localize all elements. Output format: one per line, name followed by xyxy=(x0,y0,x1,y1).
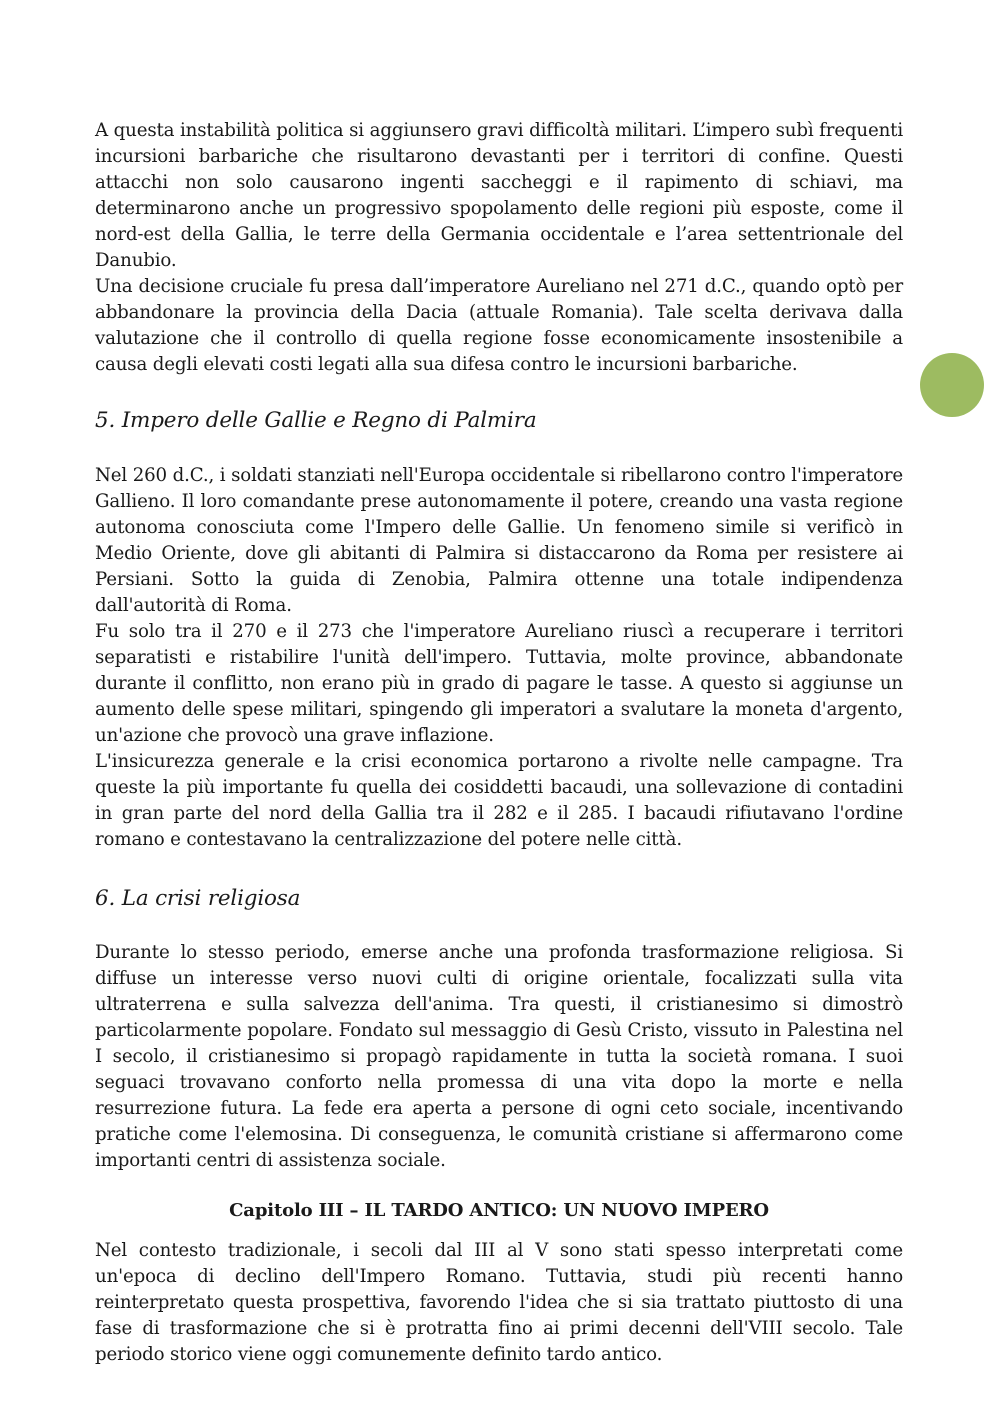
document-page xyxy=(95,118,903,1368)
chapter-title: Capitolo III – IL TARDO ANTICO: UN NUOVO IMPERO xyxy=(229,1200,769,1221)
paragraph-christianity: Durante lo stesso periodo, emerse anche una profonda trasformazione religiosa. Si diffuse un interesse verso nuovi culti di origine orientale, focalizzati sulla vita ultraterrena e sulla salvezza dell'anima. Tra questi, il cristianesimo si dimostrò particolarmente popolare. Fondato sul messaggio di Gesù Cristo, vissuto in Palestina nel I secolo, il cristianesimo si propagò rapidamente in tutta la società romana. I suoi seguaci trovavano conforto nella promessa di una vita dopo la morte e nella resurrezione futura. La fede era aperta a persone di ogni ceto sociale, incentivando pratiche come l'elemosina. Di conseguenza, le comunità cristiane si affermarono come importanti centri di assistenza sociale. xyxy=(95,942,903,1171)
paragraph-aureliano-dacia: Una decisione cruciale fu presa dall’imperatore Aureliano nel 271 d.C., quando optò per abbandonare la provincia della Dacia (attuale Romania). Tale scelta derivava dalla valutazione che il controllo di quella regione fosse economicamente insostenibile a causa degli elevati costi legati alla sua difesa contro le incursioni barbariche. xyxy=(95,276,903,375)
section-heading-religious-crisis: 6. La crisi religiosa xyxy=(95,886,301,911)
paragraph-military-difficulties: A questa instabilità politica si aggiunsero gravi difficoltà militari. L’impero subì frequenti incursioni barbariche che risultarono devastanti per i territori di confine. Questi attacchi non solo causarono ingenti saccheggi e il rapimento di schiavi, ma determinarono anche un progressivo spopolamento delle regioni più esposte, come il nord-est della Gallia, le terre della Germania occidentale e l’area settentrionale del Danubio. xyxy=(95,120,903,271)
green-circle-icon xyxy=(920,353,984,417)
paragraph-aureliano-reunification: Fu solo tra il 270 e il 273 che l'imperatore Aureliano riuscì a recuperare i territori separatisti e ristabilire l'unità dell'impero. Tuttavia, molte province, abbandonate durante il conflitto, non erano più in grado di pagare le tasse. A questo si aggiunse un aumento delle spese militari, spingendo gli imperatori a svalutare la moneta d'argento, un'azione che provocò una grave inflazione. xyxy=(95,621,903,746)
section-heading-gallie-palmira: 5. Impero delle Gallie e Regno di Palmira xyxy=(95,408,537,433)
paragraph-bacaudi: L'insicurezza generale e la crisi economica portarono a rivolte nelle campagne. Tra queste la più importante fu quella dei cosiddetti bacaudi, una sollevazione di contadini in gran parte del nord della Gallia tra il 282 e il 285. I bacaudi rifiutavano l'ordine romano e contestavano la centralizzazione del potere nelle città. xyxy=(95,751,903,850)
paragraph-gallieno-revolt: Nel 260 d.C., i soldati stanziati nell'Europa occidentale si ribellarono contro l'imperatore Gallieno. Il loro comandante prese autonomamente il potere, creando una vasta regione autonoma conosciuta come l'Impero delle Gallie. Un fenomeno simile si verificò in Medio Oriente, dove gli abitanti di Palmira si distaccarono da Roma per resistere ai Persiani. Sotto la guida di Zenobia, Palmira ottenne una totale indipendenza dall'autorità di Roma. xyxy=(95,465,903,616)
paragraph-late-antiquity: Nel contesto tradizionale, i secoli dal III al V sono stati spesso interpretati come un'epoca di declino dell'Impero Romano. Tuttavia, studi più recenti hanno reinterpretato questa prospettiva, favorendo l'idea che si sia trattato piuttosto di una fase di trasformazione che si è protratta fino ai primi decenni dell'VIII secolo. Tale periodo storico viene oggi comunemente definito tardo antico. xyxy=(95,1240,903,1365)
